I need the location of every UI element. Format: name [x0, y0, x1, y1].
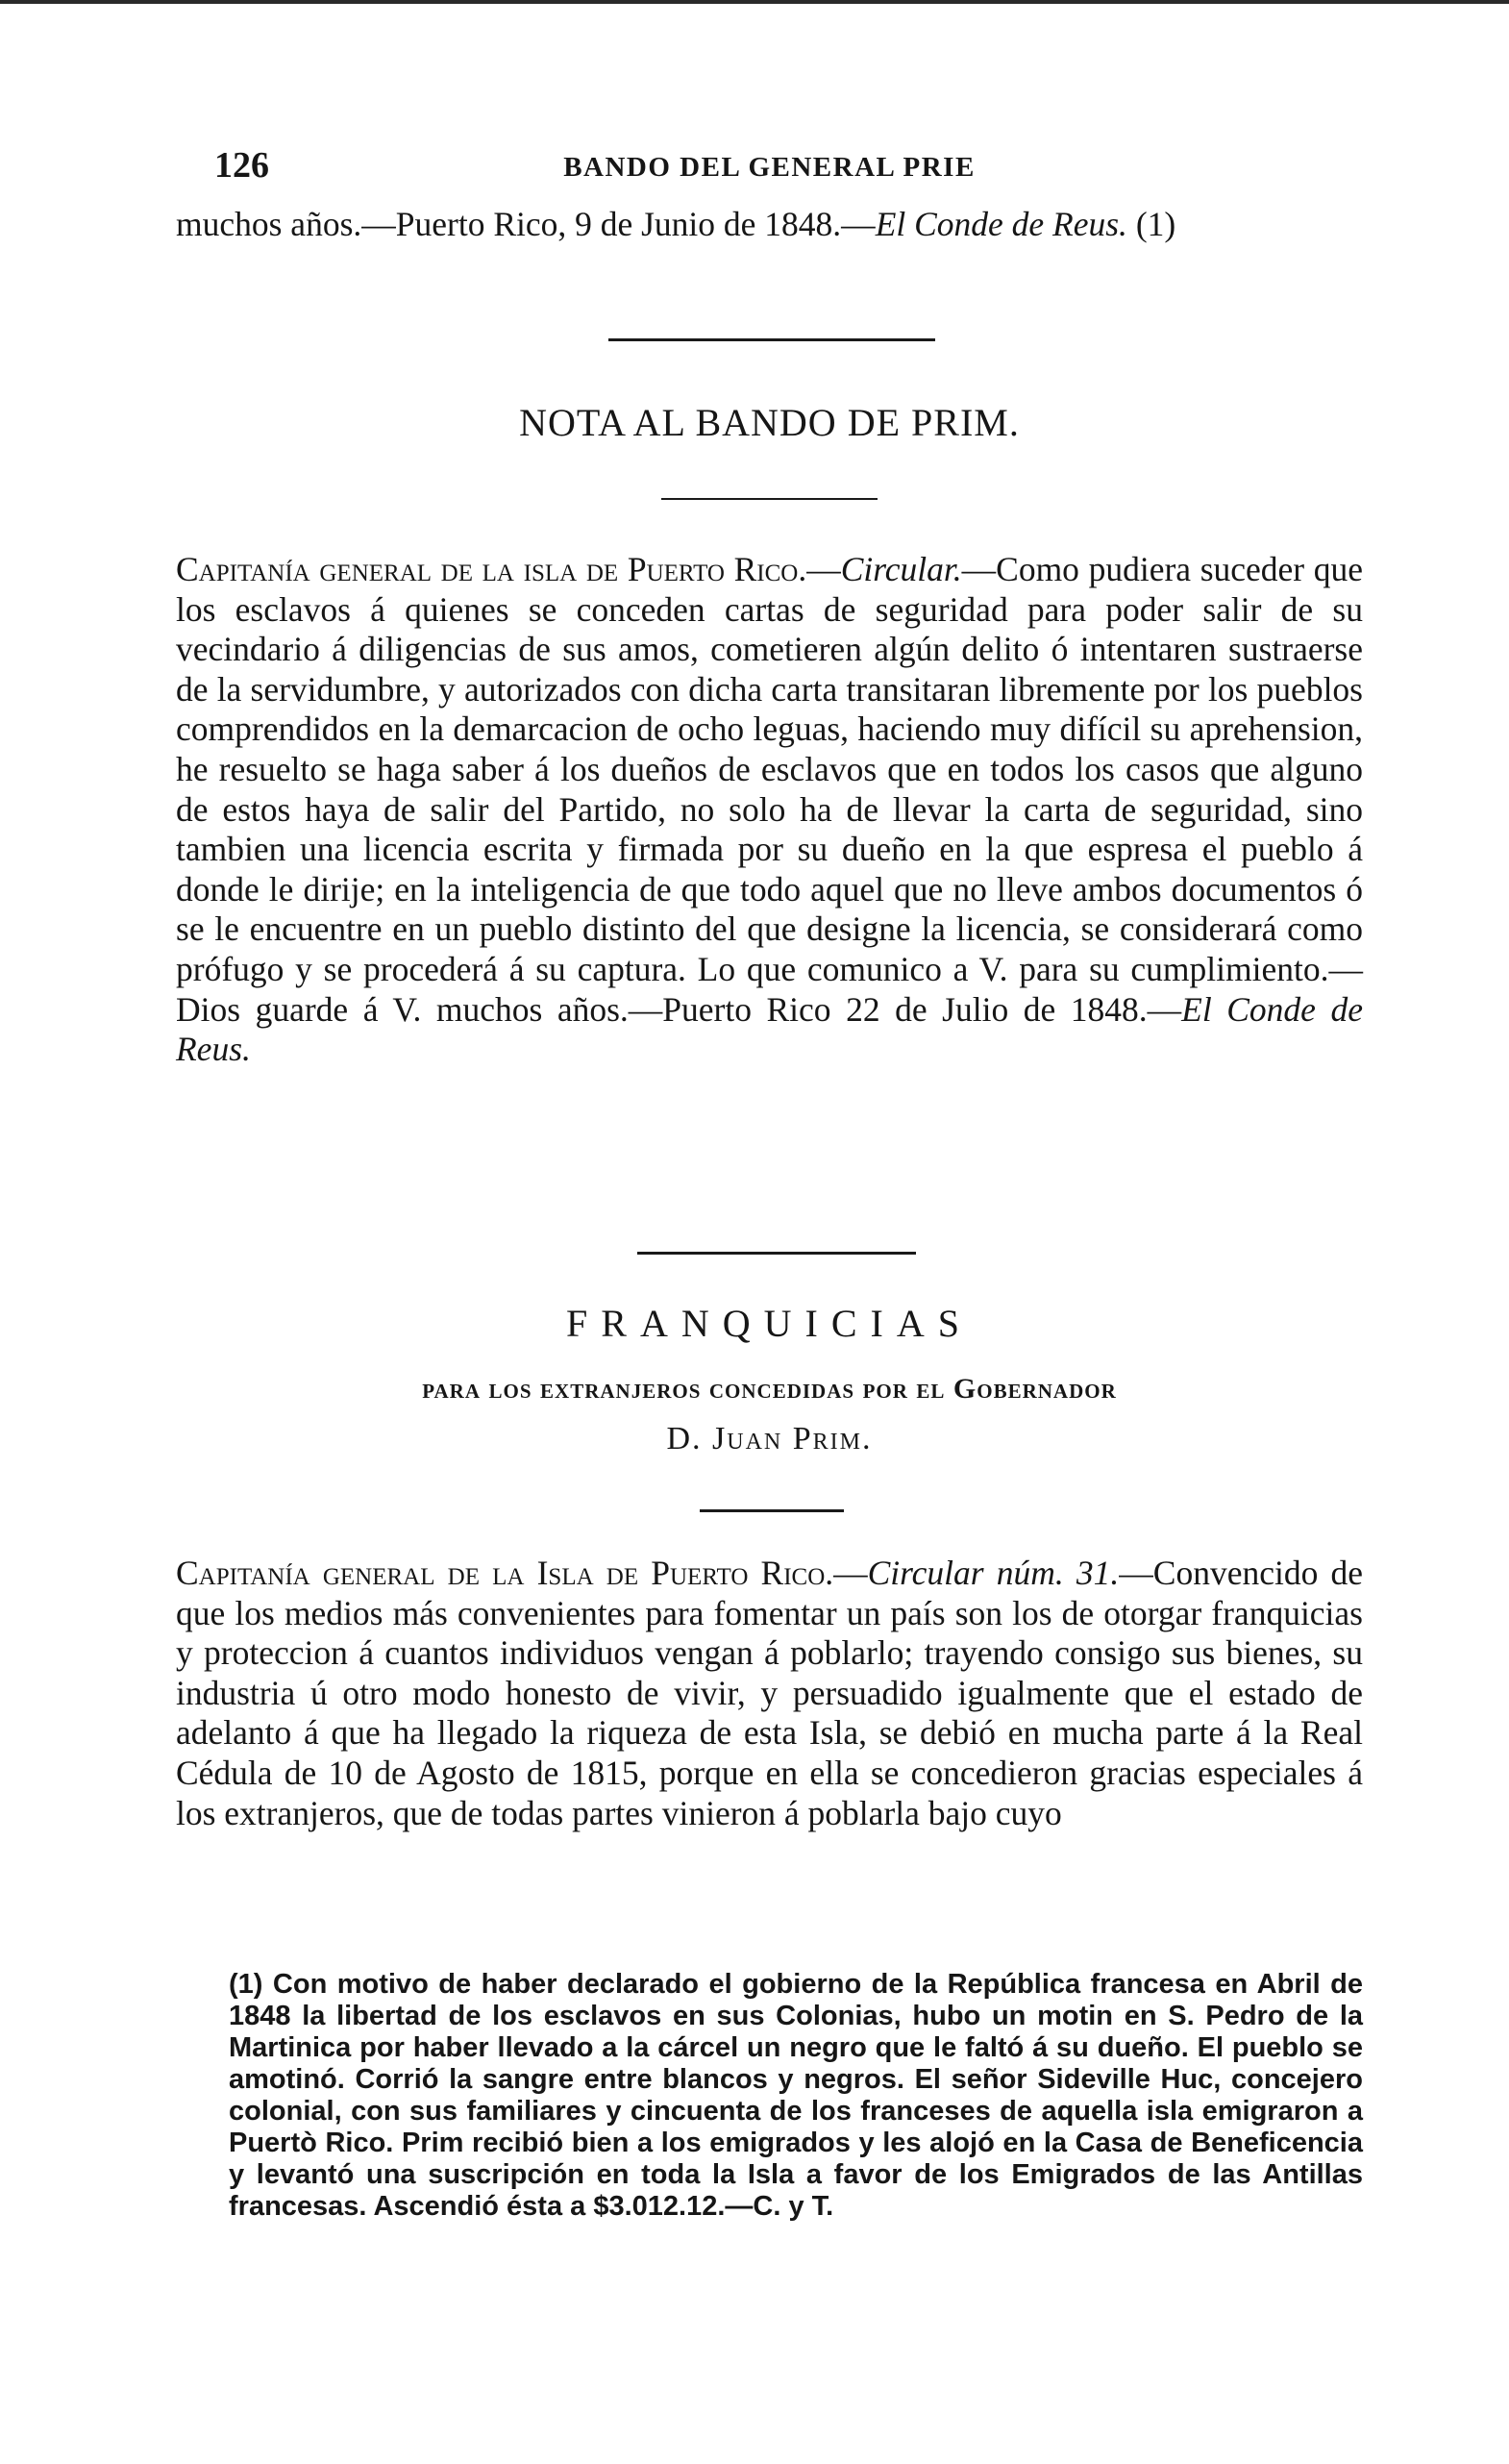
page-number: 126: [214, 145, 269, 186]
section-divider: [637, 1252, 916, 1255]
franquicias-heading: Capitanía general de la Isla de Puerto Rico.—: [176, 1554, 868, 1592]
nota-heading-italic: Circular.: [840, 550, 962, 588]
nota-signature: El Conde de Reus.: [176, 989, 1363, 1069]
page-header: [176, 144, 1363, 192]
footnote-reference: (1): [1126, 205, 1176, 243]
short-divider: [700, 1509, 844, 1512]
intro-text: muchos años.—Puerto Rico, 9 de Junio de 1848.—: [176, 205, 876, 243]
nota-heading: Capitanía general de la isla de Puerto Rico.—: [176, 550, 841, 588]
franquicias-body: —Convencido de que los medios más convenientes para fomentar un país son los de otorgar franquicias y proteccion á cuantos individuos vengan á poblarlo; trayendo consigo sus bienes, su industria ú otro modo honesto de vivir, y persuadido igualmente que el estado de adelanto á que ha llegado la riqueza de esta Isla, se debió en mucha parte á la Real Cédula de 10 de Agosto de 1815, porque en ella se concedieron gracias especiales á los extranjeros, que de todas partes vinieron á poblarla bajo cuyo: [176, 1554, 1363, 1832]
franquicias-heading-italic: Circular núm. 31.: [867, 1554, 1120, 1592]
footnote: [176, 1969, 1363, 2223]
nota-body: —Como pudiera suceder que los esclavos á quienes se conceden cartas de seguridad para poder salir de su vecindario á diligencias de sus amos, cometieren algún delito ó intentaren sustraerse de la servidumbre, y autorizados con dicha carta transitaran libremente por los pueblos comprendidos en la demarcacion de ocho leguas, haciendo muy difícil su aprehension, he resuelto se haga saber á los dueños de esclavos que en todos los casos que alguno de estos haya de salir del Partido, no solo ha de llevar la carta de seguridad, sino tambien una licencia escrita y firmada por su dueño en la que espresa el pueblo á donde le dirije; en la inteligencia de que todo aquel que no lleve ambos documentos ó se le encuentre en un pueblo distinto del que designe la licencia, se considerará como prófugo y se procederá á su captura. Lo que comunico a V. para su cumplimiento.—Dios guarde á V. muchos años.—Puerto Rico 22 de Julio de 1848.—: [176, 550, 1364, 1029]
short-divider: [661, 498, 878, 500]
franquicias-paragraph: [176, 1554, 1363, 1833]
nota-paragraph: [176, 550, 1363, 1070]
footnote-text: (1) Con motivo de haber declarado el gobierno de la República francesa en Abril de 1848 la libertad de los esclavos en sus Colonias, hubo un motin en S. Pedro de la Martinica por haber llevado a la cárcel un negro que le faltó á su dueño. El pueblo se amotinó. Corrió la sangre entre blancos y negros. El señor Sideville Huc, concejero colonial, con sus familiares y cincuenta de los franceses de aquella isla emigraron a Puertò Rico. Prim recibió bien a los emigrados y les alojó en la Casa de Beneficencia y levantó una suscripción en toda la Isla a favor de los Emigrados de las Antillas francesas. Ascendió ésta a $3.012.12.—C. y T.: [229, 1969, 1363, 2222]
franquicias-title: FRANQUICIAS: [566, 1302, 973, 1345]
nota-title: NOTA AL BANDO DE PRIM.: [519, 401, 1020, 444]
section-divider: [608, 338, 935, 341]
franquicias-subtitle: para los extranjeros concedidas por el Gobernador: [422, 1373, 1117, 1405]
running-title: BANDO DEL GENERAL PRIE: [563, 152, 976, 183]
intro-signature: El Conde de Reus.: [875, 205, 1127, 243]
top-border: [0, 0, 1509, 4]
intro-paragraph: [176, 205, 1363, 245]
franquicias-subtitle-name: D. Juan Prim.: [666, 1421, 873, 1456]
